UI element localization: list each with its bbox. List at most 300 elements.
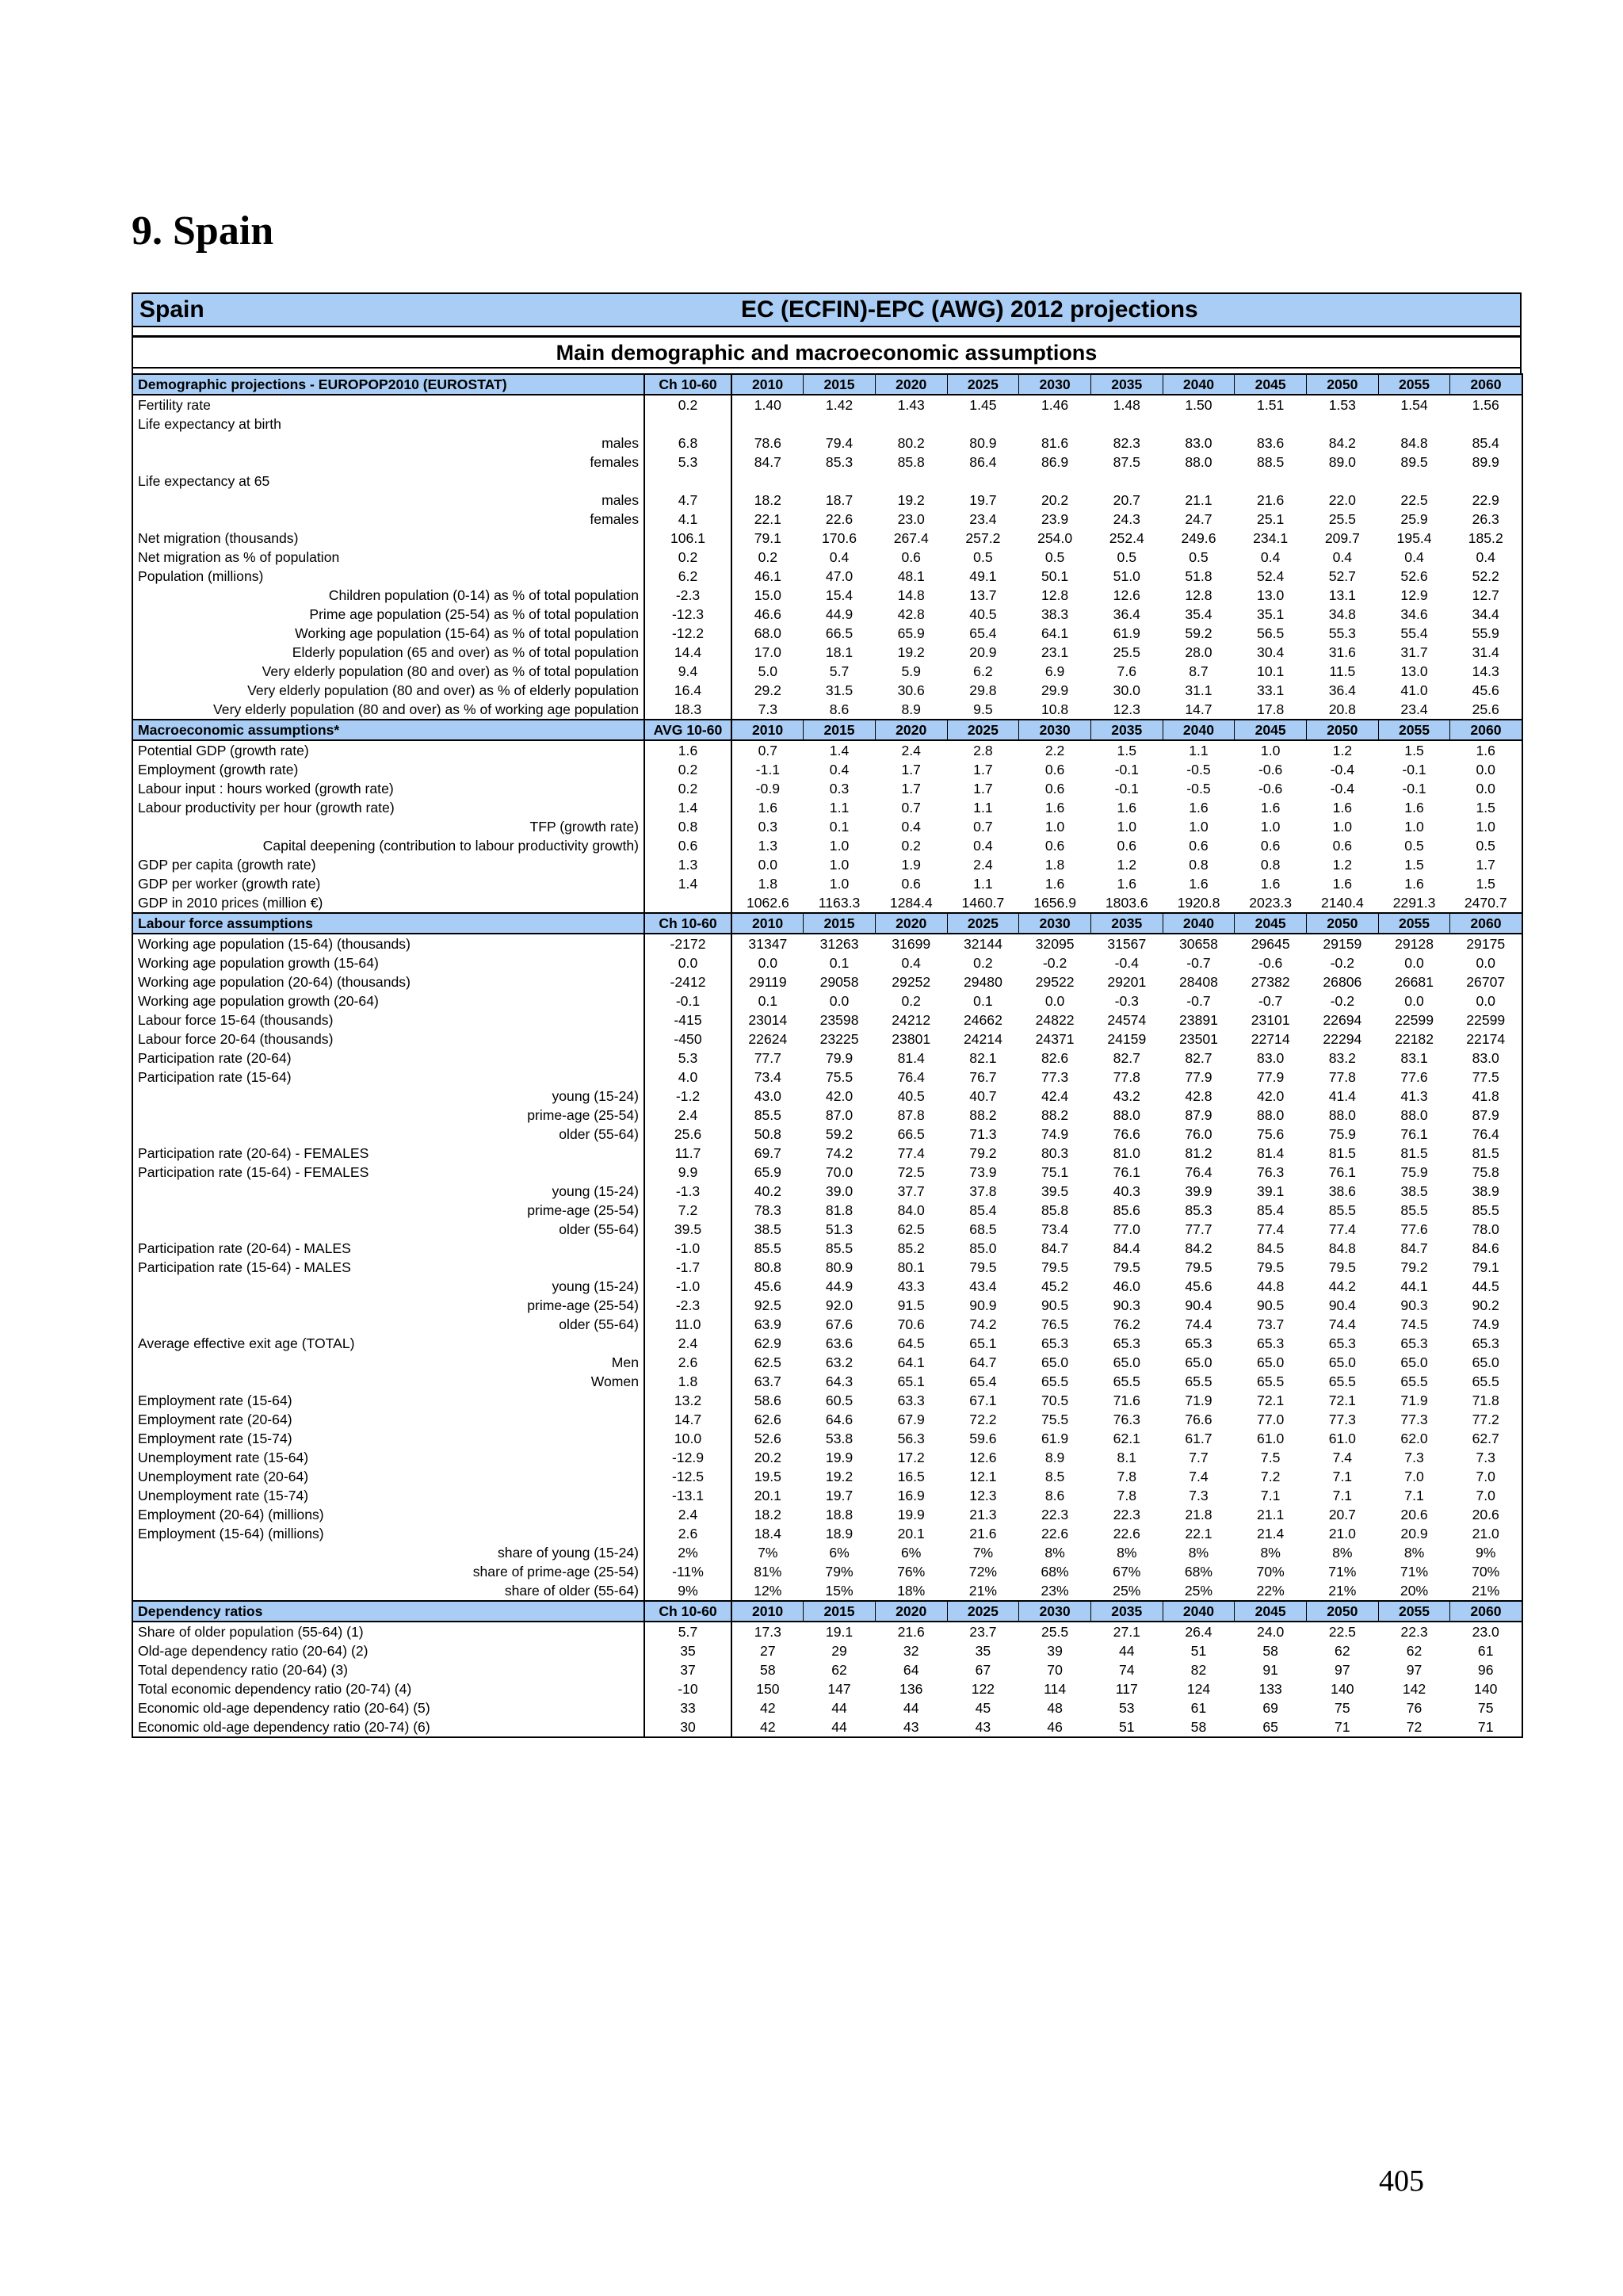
year-value: 21.3	[969, 1507, 997, 1522]
year-value: 24.7	[1185, 511, 1212, 527]
year-value: 15%	[825, 1583, 854, 1599]
year-value: 43.0	[754, 1088, 781, 1104]
year-value: 24.3	[1113, 511, 1140, 527]
change-value: 0.2	[644, 779, 731, 798]
change-value: 2.4	[644, 1334, 731, 1353]
year-value: 1803.6	[1105, 895, 1148, 911]
year-value: 64.1	[897, 1354, 925, 1370]
table-row	[132, 1581, 1522, 1601]
change-value: -11%	[644, 1562, 731, 1581]
year-value: 26.3	[1450, 510, 1522, 529]
year-value: 62	[1406, 1643, 1423, 1659]
year-value: 43.3	[897, 1278, 925, 1294]
year-value: 8%	[1044, 1545, 1065, 1561]
year-value: 72%	[968, 1564, 998, 1580]
year-value: 24212	[892, 1012, 931, 1028]
year-value: 0.2	[901, 993, 921, 1009]
row-label: Economic old-age dependency ratio (20-64) (5)	[132, 1698, 644, 1717]
section-title: Macroeconomic assumptions*	[132, 720, 644, 740]
year-value: 90.3	[1113, 1297, 1140, 1313]
change-value: 35	[644, 1641, 731, 1660]
year-value: 45.6	[754, 1278, 781, 1294]
year-value: 76.1	[1328, 1164, 1356, 1180]
table-row	[132, 1641, 1522, 1660]
row-label: older (55-64)	[132, 1125, 644, 1144]
year-value: 1.5	[1117, 743, 1137, 758]
change-value: 14.4	[644, 643, 731, 662]
year-value: 85.5	[1400, 1202, 1428, 1218]
table-row	[132, 1698, 1522, 1717]
year-value: 31.7	[1400, 644, 1428, 660]
year-value: 0.0	[1044, 993, 1065, 1009]
year-value: 7.3	[1189, 1488, 1209, 1503]
year-value: 83.0	[1257, 1050, 1285, 1066]
year-value: 82	[1190, 1662, 1207, 1678]
year-value: 87.8	[897, 1107, 925, 1123]
year-value: 58.6	[754, 1392, 781, 1408]
year-value: 0.1	[829, 819, 850, 835]
year-value: 62.9	[754, 1335, 781, 1351]
year-value: 38.5	[1400, 1183, 1428, 1199]
table-row	[132, 472, 1522, 491]
year-value: 22294	[1323, 1031, 1362, 1047]
year-value: 51	[1190, 1643, 1207, 1659]
year-value: 1.7	[1450, 855, 1522, 874]
table-row	[132, 1049, 1522, 1068]
row-label: Employment (20-64) (millions)	[132, 1505, 644, 1524]
year-column-header: 2050	[1307, 1601, 1379, 1622]
year-value: 85.8	[897, 454, 925, 470]
year-value: 23.4	[969, 511, 997, 527]
year-value: 122	[971, 1681, 995, 1697]
year-value: 20.7	[1328, 1507, 1356, 1522]
year-value: 32	[903, 1643, 919, 1659]
table-row	[132, 662, 1522, 681]
section-header-row	[132, 1601, 1522, 1622]
change-value: 1.8	[644, 1372, 731, 1391]
year-value: 12.6	[969, 1450, 997, 1465]
year-value: 22599	[1395, 1012, 1434, 1028]
year-value: 91	[1262, 1662, 1278, 1678]
year-value: 0.0	[1404, 993, 1424, 1009]
year-value: 82.1	[969, 1050, 997, 1066]
year-value: 18.8	[825, 1507, 854, 1522]
year-value: 88.0	[1400, 1107, 1428, 1123]
table-row	[132, 1353, 1522, 1372]
year-value: 75.9	[1400, 1164, 1428, 1180]
year-value: 79.1	[1450, 1258, 1522, 1277]
year-value: 0.6	[901, 876, 921, 892]
year-value: 8%	[1260, 1545, 1281, 1561]
year-value: 20%	[1400, 1583, 1429, 1599]
table-row	[132, 567, 1522, 586]
year-value: 91.5	[897, 1297, 925, 1313]
table-row	[132, 1239, 1522, 1258]
year-value: 84.2	[1185, 1240, 1212, 1256]
year-value: 1.2	[1332, 857, 1353, 873]
year-value: 20.9	[1400, 1526, 1428, 1541]
year-value: 67.6	[825, 1316, 854, 1332]
year-value: 70.5	[1041, 1392, 1069, 1408]
year-value: 51.0	[1113, 568, 1140, 584]
year-value: 1.0	[1450, 817, 1522, 836]
year-value: 0.0	[1450, 779, 1522, 798]
year-value: 20.7	[1113, 492, 1140, 508]
year-value: 40.5	[897, 1088, 925, 1104]
year-value: 21.1	[1257, 1507, 1285, 1522]
year-value: 22.5	[1400, 492, 1428, 508]
row-label: males	[132, 491, 644, 510]
year-value: 1284.4	[889, 895, 933, 911]
year-value: 71%	[1400, 1564, 1429, 1580]
change-value: 1.4	[644, 798, 731, 817]
year-value: 30.4	[1257, 644, 1285, 660]
year-value: 62.6	[754, 1412, 781, 1427]
change-value: -12.2	[644, 624, 731, 643]
year-value: 76.4	[1185, 1164, 1212, 1180]
row-label: prime-age (25-54)	[132, 1106, 644, 1125]
year-value: 21%	[1450, 1581, 1522, 1601]
year-value: 77.3	[1400, 1412, 1428, 1427]
year-value: 48	[1047, 1700, 1063, 1716]
year-value: 73.7	[1257, 1316, 1285, 1332]
year-column-header: 2055	[1378, 374, 1450, 395]
table-row	[132, 1391, 1522, 1410]
year-value: 1.0	[1260, 819, 1281, 835]
year-value: 24.0	[1257, 1624, 1285, 1640]
table-row	[132, 1030, 1522, 1049]
row-label: Labour force 20-64 (thousands)	[132, 1030, 644, 1049]
year-value: 2.8	[973, 743, 993, 758]
section-title: Demographic projections - EUROPOP2010 (EUROSTAT)	[132, 374, 644, 395]
year-value: 34.4	[1450, 605, 1522, 624]
year-value: 65.4	[969, 1373, 997, 1389]
year-value: 65.3	[1400, 1335, 1428, 1351]
year-value: 5.7	[829, 663, 850, 679]
year-value: 89.5	[1400, 454, 1428, 470]
change-value: 0.8	[644, 817, 731, 836]
year-value: 19.9	[825, 1450, 854, 1465]
year-value: 0.1	[829, 955, 850, 971]
year-value: 19.2	[825, 1469, 854, 1484]
year-value: 79.2	[1400, 1259, 1428, 1275]
year-value: 85.2	[897, 1240, 925, 1256]
year-value: 22182	[1395, 1031, 1434, 1047]
table-row	[132, 453, 1522, 472]
year-value: 29175	[1450, 934, 1522, 953]
year-value: 27382	[1251, 974, 1290, 990]
year-value: 44	[903, 1700, 919, 1716]
table-row	[132, 548, 1522, 567]
year-value: 75.1	[1041, 1164, 1069, 1180]
year-column-header: 2045	[1235, 374, 1307, 395]
change-value: 2.4	[644, 1505, 731, 1524]
year-value: 65	[1235, 1717, 1307, 1737]
year-value: -0.9	[755, 781, 780, 797]
year-value: 1.7	[973, 762, 993, 777]
year-value: 77.7	[1185, 1221, 1212, 1237]
change-value: 6.2	[644, 567, 731, 586]
year-value: 46.0	[1113, 1278, 1140, 1294]
year-value: 80.2	[897, 435, 925, 451]
year-value: 72.1	[1328, 1392, 1356, 1408]
year-value: 1.56	[1450, 395, 1522, 415]
year-value: 34.6	[1400, 606, 1428, 622]
year-value: 69.7	[754, 1145, 781, 1161]
year-value: 44.5	[1450, 1277, 1522, 1296]
year-value: 0.0	[1404, 955, 1424, 971]
year-column-header: 2055	[1378, 720, 1450, 740]
year-value: 2.4	[901, 743, 921, 758]
year-column-header: 2040	[1163, 1601, 1235, 1622]
year-value: -0.1	[1114, 781, 1139, 797]
year-value: 1656.9	[1033, 895, 1076, 911]
year-value: 72.5	[897, 1164, 925, 1180]
year-value: 76.2	[1113, 1316, 1140, 1332]
table-row	[132, 1448, 1522, 1467]
year-value: 81.2	[1185, 1145, 1212, 1161]
year-value: 52.6	[754, 1431, 781, 1446]
change-value: 4.0	[644, 1068, 731, 1087]
year-value: 8%	[1188, 1545, 1209, 1561]
year-value: 20.1	[754, 1488, 781, 1503]
year-value: 62	[1335, 1643, 1350, 1659]
change-value: 2.6	[644, 1524, 731, 1543]
year-column-header: 2025	[947, 1601, 1019, 1622]
table-row	[132, 491, 1522, 510]
year-column-header: 2010	[731, 913, 804, 934]
year-value: 7.0	[1404, 1469, 1424, 1484]
year-value: 77.4	[897, 1145, 925, 1161]
year-value: 19.7	[969, 492, 997, 508]
year-value: 8.7	[1189, 663, 1209, 679]
year-value: 19.2	[897, 644, 925, 660]
year-value: 21.6	[969, 1526, 997, 1541]
year-value: 21.8	[1185, 1507, 1212, 1522]
table-row	[132, 1010, 1522, 1030]
year-value: 0.5	[1450, 836, 1522, 855]
change-value: 0.2	[644, 395, 731, 415]
year-value: 20.1	[897, 1526, 925, 1541]
year-value: 12.8	[1041, 587, 1069, 603]
year-value: 83.0	[1450, 1049, 1522, 1068]
year-value: 41.8	[1450, 1087, 1522, 1106]
year-value: 76.7	[969, 1069, 997, 1085]
year-value: 20.2	[754, 1450, 781, 1465]
year-value: 20.6	[1400, 1507, 1428, 1522]
year-value: 79.5	[1041, 1259, 1069, 1275]
year-value: 0.5	[973, 549, 993, 565]
row-label: share of older (55-64)	[132, 1581, 644, 1601]
row-label: GDP per capita (growth rate)	[132, 855, 644, 874]
year-value: 39.9	[1185, 1183, 1212, 1199]
row-label: Children population (0-14) as % of total population	[132, 586, 644, 605]
year-value: 63.2	[825, 1354, 854, 1370]
year-value: 74.4	[1328, 1316, 1356, 1332]
year-value: 14.3	[1450, 662, 1522, 681]
year-value: 1.6	[1332, 876, 1353, 892]
year-value: 7.4	[1332, 1450, 1353, 1465]
year-value: 1.0	[1332, 819, 1353, 835]
year-column-header: 2015	[804, 1601, 876, 1622]
table-row	[132, 1679, 1522, 1698]
year-value: 90.3	[1400, 1297, 1428, 1313]
year-value: 25.5	[1041, 1624, 1069, 1640]
year-value: 77.0	[1257, 1412, 1285, 1427]
change-value: 5.3	[644, 1049, 731, 1068]
year-value: 11.5	[1329, 663, 1356, 679]
year-value: 37.8	[969, 1183, 997, 1199]
year-value: 74.9	[1450, 1315, 1522, 1334]
year-value: 64.3	[825, 1373, 854, 1389]
year-value: 81.0	[1113, 1145, 1140, 1161]
year-value: 21%	[1328, 1583, 1357, 1599]
year-value: 42	[731, 1717, 804, 1737]
year-column-header: 2020	[875, 720, 947, 740]
year-value: 88.5	[1257, 454, 1285, 470]
row-label: females	[132, 510, 644, 529]
year-value: 18.4	[754, 1526, 781, 1541]
year-value: 85.4	[1257, 1202, 1285, 1218]
year-value: 31.6	[1328, 644, 1356, 660]
year-value	[947, 472, 1019, 491]
year-value: 35	[975, 1643, 991, 1659]
year-value: 21.6	[897, 1624, 925, 1640]
projection-sheet	[132, 292, 1522, 1738]
table-row	[132, 1163, 1522, 1182]
year-value: 34.8	[1328, 606, 1356, 622]
year-value: 0.4	[901, 955, 921, 971]
year-value: 19.2	[897, 492, 925, 508]
section-title: Dependency ratios	[132, 1601, 644, 1622]
year-value: 84.8	[1328, 1240, 1356, 1256]
row-label: Economic old-age dependency ratio (20-74) (6)	[132, 1717, 644, 1737]
row-label: Employment (growth rate)	[132, 760, 644, 779]
year-value: 79.1	[754, 530, 781, 546]
year-value: 23225	[819, 1031, 859, 1047]
year-value: 39.1	[1257, 1183, 1285, 1199]
year-value: 88.2	[1041, 1107, 1069, 1123]
year-value: 49.1	[969, 568, 997, 584]
year-value	[1019, 472, 1091, 491]
year-value: 71%	[1328, 1564, 1357, 1580]
change-column-header: Ch 10-60	[644, 1601, 731, 1622]
year-value: 90.2	[1450, 1296, 1522, 1315]
year-value: 62.0	[1400, 1431, 1428, 1446]
row-label: Capital deepening (contribution to labour productivity growth)	[132, 836, 644, 855]
year-value: 85.0	[969, 1240, 997, 1256]
year-value: 71.9	[1400, 1392, 1428, 1408]
year-value: 22.3	[1041, 1507, 1069, 1522]
year-value: 0.0	[758, 955, 778, 971]
table-row	[132, 934, 1522, 953]
year-column-header: 2050	[1307, 374, 1379, 395]
year-value: 31567	[1107, 936, 1147, 952]
year-value	[947, 415, 1019, 434]
year-value: 43.2	[1113, 1088, 1140, 1104]
table-row	[132, 1524, 1522, 1543]
year-value: 65.5	[1113, 1373, 1140, 1389]
row-label: Life expectancy at birth	[132, 415, 644, 434]
year-value: 25.5	[1113, 644, 1140, 660]
year-value: 0.0	[758, 857, 778, 873]
year-value: 82.7	[1185, 1050, 1212, 1066]
year-value: 0.3	[829, 781, 850, 797]
year-value: 44.1	[1400, 1278, 1428, 1294]
table-row	[132, 798, 1522, 817]
year-value: 20.9	[969, 644, 997, 660]
year-value: 30.6	[897, 682, 925, 698]
table-row	[132, 1410, 1522, 1429]
year-value: 7.3	[1404, 1450, 1424, 1465]
change-value: 33	[644, 1698, 731, 1717]
year-value: 29159	[1323, 936, 1362, 952]
row-label: GDP in 2010 prices (million €)	[132, 893, 644, 913]
year-value: 1062.6	[746, 895, 789, 911]
year-column-header: 2055	[1378, 1601, 1450, 1622]
table-row	[132, 760, 1522, 779]
year-value: 62.5	[897, 1221, 925, 1237]
change-value: -1.2	[644, 1087, 731, 1106]
year-value: 12.7	[1450, 586, 1522, 605]
year-value: 29.8	[969, 682, 997, 698]
year-value: 76.5	[1041, 1316, 1069, 1332]
year-value: 41.3	[1400, 1088, 1428, 1104]
year-value: 83.2	[1328, 1050, 1356, 1066]
change-value: 9.9	[644, 1163, 731, 1182]
year-value: 82.3	[1113, 435, 1140, 451]
year-value: 12.9	[1400, 587, 1428, 603]
year-value: -0.6	[1258, 762, 1283, 777]
year-value: 15.4	[825, 587, 854, 603]
year-value: 74	[1118, 1662, 1135, 1678]
year-value: -0.7	[1186, 993, 1211, 1009]
year-value: 71.9	[1185, 1392, 1212, 1408]
year-value: -0.7	[1186, 955, 1211, 971]
year-value: 76.1	[1400, 1126, 1428, 1142]
year-value: 26806	[1323, 974, 1362, 990]
year-value: 22.1	[754, 511, 781, 527]
year-value: 22.3	[1113, 1507, 1140, 1522]
year-value: 62.5	[754, 1354, 781, 1370]
year-value: 1.6	[1117, 800, 1137, 816]
row-label: Working age population (15-64) as % of total population	[132, 624, 644, 643]
year-value: 10.8	[1041, 701, 1069, 717]
year-value: 18%	[897, 1583, 926, 1599]
change-value: 2.6	[644, 1353, 731, 1372]
year-value: 0.4	[901, 819, 921, 835]
year-value: 1.51	[1257, 397, 1285, 413]
change-value: 0.6	[644, 836, 731, 855]
year-value: 41.4	[1328, 1088, 1356, 1104]
year-value: 26.4	[1185, 1624, 1212, 1640]
year-value: 0.4	[829, 762, 850, 777]
year-value	[1090, 415, 1163, 434]
year-value: 77.8	[1328, 1069, 1356, 1085]
year-value: 21.4	[1257, 1526, 1285, 1541]
table-row	[132, 874, 1522, 893]
change-value: 0.2	[644, 760, 731, 779]
year-value: 78.3	[754, 1202, 781, 1218]
year-value	[1163, 472, 1235, 491]
year-value: 47.0	[825, 568, 854, 584]
year-column-header: 2010	[731, 1601, 804, 1622]
year-value: 85.3	[1185, 1202, 1212, 1218]
table-row	[132, 1182, 1522, 1201]
year-value: 23801	[892, 1031, 931, 1047]
year-value: 44.2	[1328, 1278, 1356, 1294]
year-value: 40.3	[1113, 1183, 1140, 1199]
